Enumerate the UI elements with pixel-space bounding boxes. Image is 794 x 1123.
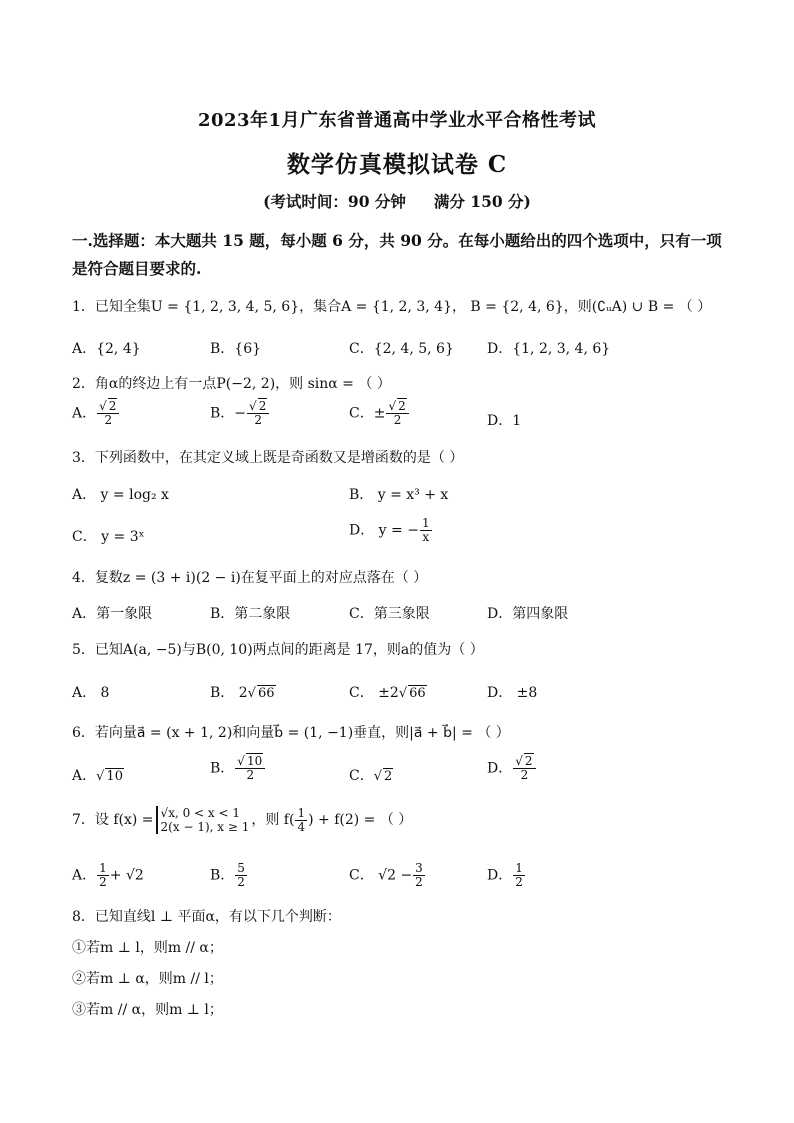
question-1-stem: 1．已知全集U = {1, 2, 3, 4, 5, 6}，集合A = {1, 2, 3, 4}， B = {2, 4, 6}，则(∁ᵤA) ∪ B = （ ） — [72, 299, 712, 315]
q7-option-a: A． $\frac{1}{2}$ + √2 — [72, 861, 144, 889]
exam-title: 2023年1月广东省普通高中学业水平合格性考试 — [197, 110, 597, 131]
q3-option-b: B． y = x³ + x — [349, 487, 449, 503]
q8-item-3: ③若m // α，则m ⊥ l； — [72, 1002, 223, 1018]
q2-option-c: C．± $\frac{√ 2}{2}$ — [349, 400, 410, 427]
q2-option-a: A． $\frac{√ 2}{2}$ — [72, 400, 120, 427]
question-8-stem: 8．已知直线l ⊥ 平面α，有以下几个判断： — [72, 909, 341, 925]
piecewise-brace: √x, 0 < x < 1 2(x − 1), x ≥ 1 — [156, 806, 250, 834]
q4-option-a: A．第一象限 — [72, 606, 153, 622]
full-score: 满分 150 分) — [433, 192, 531, 211]
q5-option-c: C． ±2√ 66 — [349, 685, 426, 701]
q7-option-d: D． $\frac{1}{2}$ — [487, 861, 523, 889]
q7-option-c: C． √2 − $\frac{3}{2}$ — [349, 861, 423, 889]
q4-option-b: B．第二象限 — [210, 606, 291, 622]
q1-option-b: B．{6} — [210, 341, 262, 357]
exam-info — [0, 190, 794, 212]
q8-item-2: ②若m ⊥ α，则m // l； — [72, 971, 223, 987]
q6-option-c: C．√ 2 — [349, 768, 393, 784]
q6-option-b: B． $\frac{√ 10}{2}$ — [210, 755, 266, 782]
section-heading: 一.选择题：本大题共 15 题，每小题 6 分，共 90 分。在每小题给出的四个选项中，只有一项是符合题目要求的. — [72, 231, 722, 278]
q3-option-a: A． y = log₂ x — [72, 487, 169, 503]
q2-option-d: D．1 — [487, 413, 522, 429]
question-5-stem: 5．已知A(a, −5)与B(0, 10)两点间的距离是 17，则a的值为（ ） — [72, 642, 484, 658]
q7-option-b: B． $\frac{5}{2}$ — [210, 861, 245, 889]
question-4-stem: 4．复数z = (3 + i)(2 − i)在复平面上的对应点落在（ ） — [72, 570, 428, 586]
q8-item-1: ①若m ⊥ l，则m // α； — [72, 940, 223, 956]
q3-option-c: C． y = 3ˣ — [72, 529, 145, 545]
exam-time: (考试时间：90 分钟 — [263, 192, 406, 211]
question-2-stem: 2．角α的终边上有一点P(−2, 2)，则 sinα = （ ） — [72, 376, 391, 392]
question-7-stem: 7．设 f(x) = √x, 0 < x < 1 2(x − 1), x ≥ 1 ，则 f( $\frac{1}{4}$ ) + f(2) = （ ） — [72, 805, 413, 834]
q4-option-d: D．第四象限 — [487, 606, 569, 622]
q5-option-d: D． ±8 — [487, 685, 538, 701]
q1-option-c: C．{2, 4, 5, 6} — [349, 341, 454, 357]
question-6-stem: 6．若向量a⃗ = (x + 1, 2)和向量b⃗ = (1, −1)垂直，则|a⃗ + b⃗| = （ ） — [72, 725, 510, 741]
q6-option-d: D． $\frac{√ 2}{2}$ — [487, 755, 537, 782]
q5-option-b: B． 2√ 66 — [210, 685, 275, 701]
q1-option-d: D．{1, 2, 3, 4, 6} — [487, 341, 611, 357]
exam-subtitle: 数学仿真模拟试卷 C — [286, 151, 508, 178]
q2-option-b: B．− $\frac{√ 2}{2}$ — [210, 400, 270, 427]
q5-option-a: A． 8 — [72, 685, 110, 701]
question-3-stem: 3．下列函数中，在其定义域上既是奇函数又是增函数的是（ ） — [72, 450, 464, 466]
q1-option-a: A．{2, 4} — [72, 341, 141, 357]
q3-option-d: D． y = − $\frac{1}{x}$ — [349, 516, 430, 544]
q4-option-c: C．第三象限 — [349, 606, 430, 622]
q6-option-a: A．√ 10 — [72, 768, 123, 784]
